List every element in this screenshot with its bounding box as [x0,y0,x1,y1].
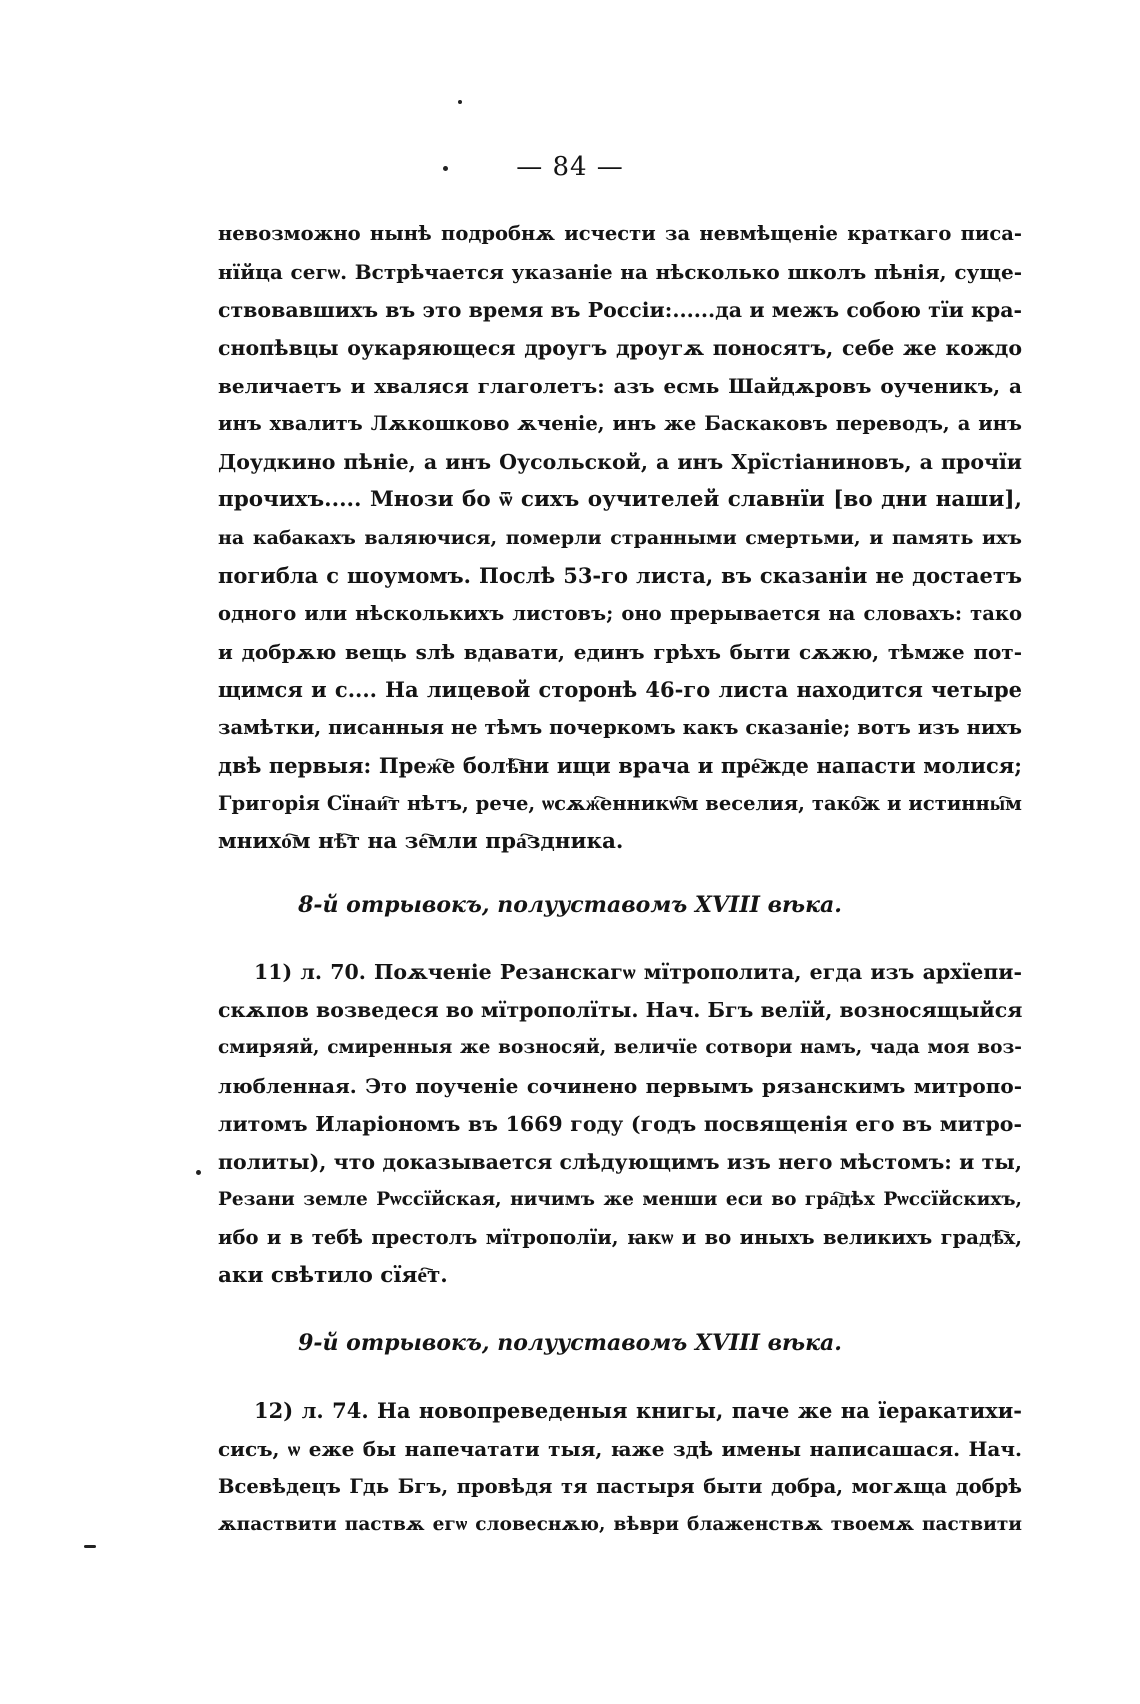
text-line: замѣтки, писанныя не тѣмъ почеркомъ какъ сказаніе; вотъ изъ нихъ [218,716,1022,739]
text-line: 12) л. 74. На новопреведеныя книгы, паче же на їеракатихи- [254,1398,1022,1423]
text-line: скѫпов возведеся во мїтрополїты. Нач. Бгъ велїй, возносящыйся [218,998,1022,1022]
text-line: и добрѫю вещь ѕлѣ вдавати, единъ грѣхъ быти сѫжю, тѣмже пот- [218,640,1022,664]
text-line: снопѣвцы оукаряющеся дроугъ дроугѫ поносятъ, себе же кождо [218,336,1022,360]
text-line: инъ хвалитъ Лѫкошково ѫченіе, инъ же Баскаковъ переводъ, а инъ [218,412,1022,435]
text-line: ствовавшихъ въ это время въ Россіи:......да и межъ собою тїи кра- [218,298,1022,322]
text-line: любленная. Это поученіе сочинено первымъ рязанскимъ митропо- [218,1074,1022,1098]
text-line: смиряяй, смиренныя же возносяй, величїе сотвори намъ, чада моя воз- [218,1037,1022,1058]
ink-speck [196,1170,201,1175]
text-line: политы), что доказывается слѣдующимъ изъ него мѣстомъ: и ты, [218,1150,1022,1174]
text-line: ибо и в тебѣ престолъ мїтрополїи, ꙗкѡ и во иныхъ великихъ градѣ҇х, [218,1226,1022,1249]
text-line: ѫпаствити паствѫ егѡ словеснѫю, вѣври блаженствѫ твоемѫ паствити [218,1514,1022,1535]
paragraph-3 [218,1392,1022,1544]
text-line: Резани земле Рѡссїйская, ничимъ же менши еси во гра҇дѣх Рѡссїйскихъ, [218,1189,1022,1210]
text-line: невозможно нынѣ подробнѫ исчести за невмѣщеніе краткаго писа- [218,222,1022,245]
text-line: двѣ первыя: Преж҇е болѣ҇ни ищи врача и пре҇жде напасти молися; [218,753,1022,778]
text-line: аки свѣтило сїяе҇т. [218,1263,448,1288]
paragraph-2 [218,953,1022,1295]
text-line: сисъ, ѡ еже бы напечатати тыя, ꙗже здѣ имены написашася. Нач. [218,1437,1022,1461]
section-heading: 9-й отрывокъ, полууставомъ XVIII вѣка. [298,1330,842,1356]
ink-speck [84,1545,96,1548]
section-heading: 8-й отрывокъ, полууставомъ XVIII вѣка. [298,892,842,918]
text-line: литомъ Иларіономъ въ 1669 году (годъ посвященія его въ митро- [218,1112,1022,1136]
text-line: Доудкино пѣніе, а инъ Оусольской, а инъ Хрїстіаниновъ, а прочїи [218,450,1022,474]
text-line: прочихъ..... Мнози бо ѿ сихъ оучителей славнїи [во дни наши], [218,487,1022,512]
text-line: величаетъ и хваляся глаголетъ: азъ есмь Шайдѫровъ оученикъ, а [218,374,1022,398]
text-line: 11) л. 70. Поѫченіе Резанскагѡ мїтрополита, егда изъ архїепи- [254,960,1022,984]
text-line: нїйца сегѡ. Встрѣчается указаніе на нѣсколько школъ пѣнія, суще- [218,260,1022,284]
page-number: — 84 — [516,152,624,182]
text-line: Всевѣдецъ Гдь Бгъ, провѣдя тя пастыря быти добра, могѫща добрѣ [218,1475,1022,1498]
text-line: щимся и с.... На лицевой сторонѣ 46-го листа находится четыре [218,677,1022,702]
text-line: погибла с шоумомъ. Послѣ 53-го листа, въ сказаніи не достаетъ [218,563,1022,588]
ink-speck [458,100,462,104]
text-line: Григорія Сїнаи҇т нѣтъ, рече, ѡсѫж҇енникѡ҇м веселия, тако҇ж и истинны҇м [218,792,1022,815]
text-line: мнихо҇м нѣ҇т на зе҇мли пра҇здника. [218,829,624,854]
paragraph-1 [218,215,1022,861]
text-line: одного или нѣсколькихъ листовъ; оно прерывается на словахъ: тако [218,602,1022,625]
text-line: на кабакахъ валяючися, померли странными смертьми, и память ихъ [218,527,1022,549]
